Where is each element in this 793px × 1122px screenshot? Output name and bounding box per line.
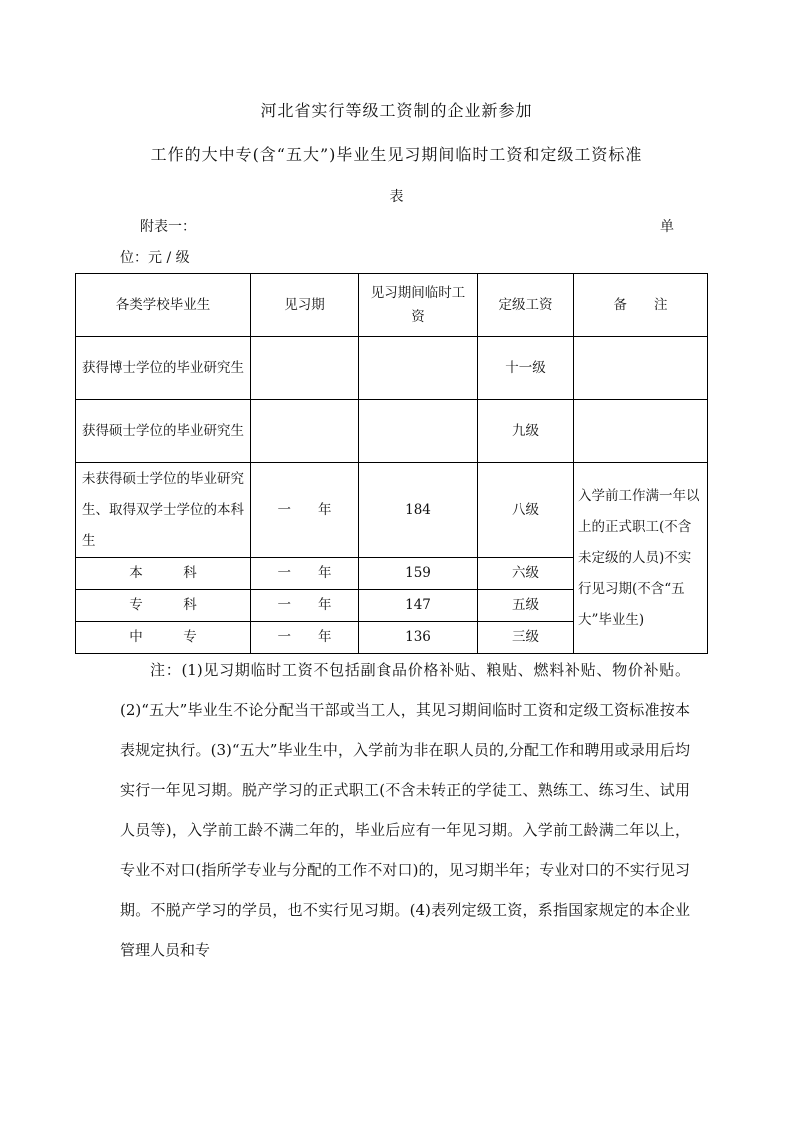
row-category: 获得硕士学位的毕业研究生: [76, 400, 251, 463]
row-probation: [251, 400, 359, 463]
table-row: [76, 337, 708, 400]
row-probation: 一 年: [251, 590, 359, 622]
row-remark-empty: [574, 400, 708, 463]
row-remark-empty: [574, 337, 708, 400]
table-row: [76, 400, 708, 463]
row-grade: 九级: [478, 400, 574, 463]
notes-section: [120, 650, 690, 970]
row-probation: 一 年: [251, 622, 359, 654]
unit-label-part1: 单: [660, 219, 674, 235]
unit-label-part2: 位：元 / 级: [120, 250, 190, 266]
row-category: 中 专: [76, 622, 251, 654]
row-temp-wage: 147: [359, 590, 478, 622]
row-probation: [251, 337, 359, 400]
row-grade: 五级: [478, 590, 574, 622]
header-temp-wage: 见习期间临时工资: [359, 274, 478, 337]
row-category: 未获得硕士学位的毕业研究生、取得双学士学位的本科生: [76, 463, 251, 558]
row-category: 专 科: [76, 590, 251, 622]
row-category: 获得博士学位的毕业研究生: [76, 337, 251, 400]
row-probation: 一 年: [251, 558, 359, 590]
title-line-3: 表: [389, 189, 404, 205]
row-temp-wage: 184: [359, 463, 478, 558]
title-line-2: 工作的大中专(含“五大”)毕业生见习期间临时工资和定级工资标准: [150, 145, 643, 164]
table-header-row: [76, 274, 708, 337]
table-row: [76, 463, 708, 558]
title-line-1: 河北省实行等级工资制的企业新参加: [260, 101, 533, 120]
row-grade: 八级: [478, 463, 574, 558]
row-category: 本 科: [76, 558, 251, 590]
row-temp-wage: 159: [359, 558, 478, 590]
row-temp-wage: 136: [359, 622, 478, 654]
row-grade: 六级: [478, 558, 574, 590]
wage-table: [75, 273, 708, 654]
row-grade: 三级: [478, 622, 574, 654]
row-temp-wage: [359, 400, 478, 463]
notes-paragraph: 注：(1)见习期临时工资不包括副食品价格补贴、粮贴、燃料补贴、物价补贴。(2)“五大”毕业生不论分配当干部或当工人，其见习期间临时工资和定级工资标准按本表规定执行。(3)“五大”毕业生中，入学前为非在职人员的,分配工作和聘用或录用后均实行一年见习期。脱产学习的正式职工(不含未转正的学徒工、熟练工、练习生、试用人员等)，入学前工龄不满二年的，毕业后应有一年见习期。入学前工龄满二年以上，专业不对口(指所学专业与分配的工作不对口)的，见习期半年；专业对口的不实行见习期。不脱产学习的学员，也不实行见习期。(4)表列定级工资，系指国家规定的本企业管理人员和专: [120, 661, 690, 959]
row-probation: 一 年: [251, 463, 359, 558]
remark-cell: 入学前工作满一年以上的正式职工(不含未定级的人员)不实行见习期(不含“五大”毕业生): [574, 463, 708, 654]
row-temp-wage: [359, 337, 478, 400]
header-grade-wage: 定级工资: [478, 274, 574, 337]
row-grade: 十一级: [478, 337, 574, 400]
header-probation: 见习期: [251, 274, 359, 337]
header-graduates: 各类学校毕业生: [76, 274, 251, 337]
header-remarks: 备 注: [574, 274, 708, 337]
annex-label: 附表一：: [140, 219, 196, 235]
